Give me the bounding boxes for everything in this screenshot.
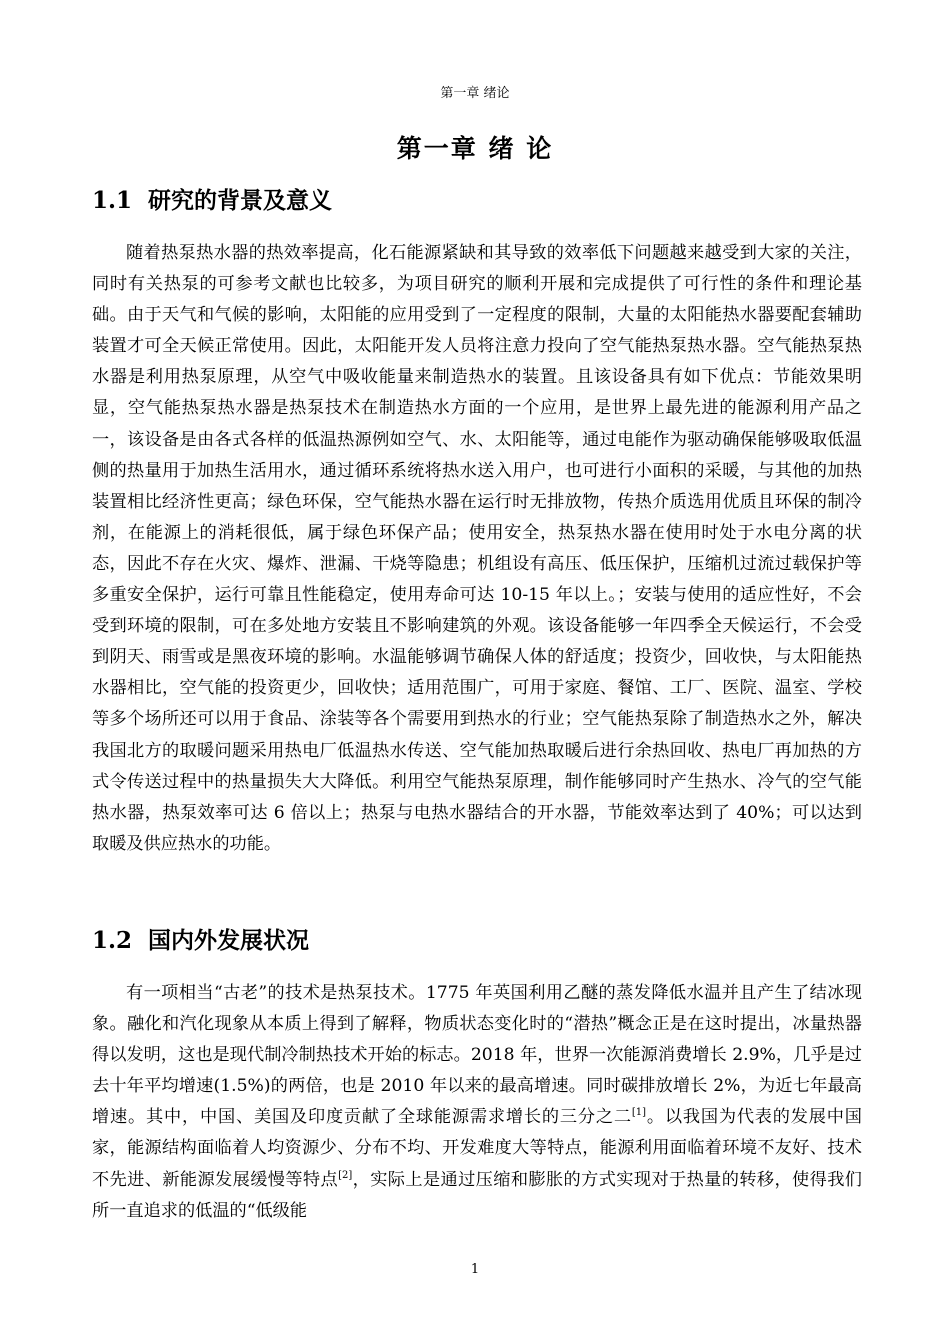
paragraph-text: ，实际上是通过压缩和膨胀的方式实现对于热量的转移，使得我们所一直追求的低温的“低级能 <box>92 1169 862 1221</box>
citation-marker: [2] <box>338 1169 353 1181</box>
section-heading-1-2 <box>92 926 309 956</box>
citation-marker: [1] <box>631 1107 647 1119</box>
section-title: 国内外发展状况 <box>148 927 309 954</box>
running-header: 第一章 绪论 <box>440 86 510 101</box>
paragraph-text: 。以我国为代表的发展中国家，能源结构面临着人均资源少、分布不均、开发难度大等特点，能源利用面临着环境不友好、技术不先进、新能源发展缓慢等特点 <box>92 1107 862 1190</box>
section-number: 1.2 <box>92 927 133 954</box>
section-title: 研究的背景及意义 <box>148 187 332 214</box>
section-number: 1.1 <box>92 187 133 214</box>
section-1-1-paragraph: 随着热泵热水器的热效率提高，化石能源紧缺和其导致的效率低下问题越来越受到大家的关注，同时有关热泵的可参考文献也比较多，为项目研究的顺利开展和完成提供了可行性的条件和理论基础。由于天气和气候的影响，太阳能的应用受到了一定程度的限制，大量的太阳能热水器要配套辅助装置才可全天候正常使用。因此，太阳能开发人员将注意力投向了空气能热泵热水器。空气能热泵热水器是利用热泵原理，从空气中吸收能量来制造热水的装置。且该设备具有如下优点：节能效果明显，空气能热泵热水器是热泵技术在制造热水方面的一个应用，是世界上最先进的能源利用产品之一，该设备是由各式各样的低温热源例如空气、水、太阳能等，通过电能作为驱动确保能够吸取低温侧的热量用于加热生活用水，通过循环系统将热水送入用户，也可进行小面积的采暖，与其他的加热装置相比经济性更高；绿色环保，空气能热水器在运行时无排放物，传热介质选用优质且环保的制冷剂，在能源上的消耗很低，属于绿色环保产品；使用安全，热泵热水器在使用时处于水电分离的状态，因此不存在火灾、爆炸、泄漏、干烧等隐患；机组设有高压、低压保护，压缩机过流过载保护等多重安全保护，运行可靠且性能稳定，使用寿命可达 10-15 年以上。；安装与使用的适应性好，不会受到环境的限制，可在多处地方安装且不影响建筑的外观。该设备能够一年四季全天候运行，不会受到阴天、雨雪或是黑夜环境的影响。水温能够调节确保人体的舒适度；投资少，回收快，与太阳能热水器相比，空气能的投资更少，回收快；适用范围广，可用于家庭、餐馆、工厂、医院、温室、学校等多个场所还可以用于食品、涂装等各个需要用到热水的行业；空气能热泵除了制造热水之外，解决我国北方的取暖问题采用热电厂低温热水传送、空气能加热取暖后进行余热回收、热电厂再加热的方式令传送过程中的热量损失大大降低。利用空气能热泵原理，制作能够同时产生热水、冷气的空气能热水器，热泵效率可达 6 倍以上；热泵与电热水器结合的开水器，节能效率达到了 40%；可以达到取暖及供应热水的功能。 <box>92 243 862 854</box>
chapter-title: 第一章 绪 论 <box>396 134 554 163</box>
page-number: 1 <box>470 1262 480 1277</box>
paragraph-text: 有一项相当“古老”的技术是热泵技术。1775 年英国利用乙醚的蒸发降低水温并且产生了结冰现象。融化和汽化现象从本质上得到了解释，物质状态变化时的“潜热”概念正是在这时提出，冰量热器得以发明，这也是现代制冷制热技术开始的标志。2018 年，世界一次能源消费增长 2.9%，几乎是过去十年平均增速(1.5%)的两倍，也是 2010 年以来的最高增速。同时碳排放增长 2%，为近七年最高增速。其中，中国、美国及印度贡献了全球能源需求增长的三分之二 <box>92 983 862 1128</box>
section-heading-1-1 <box>92 186 332 216</box>
section-1-2-paragraph <box>92 978 862 1227</box>
